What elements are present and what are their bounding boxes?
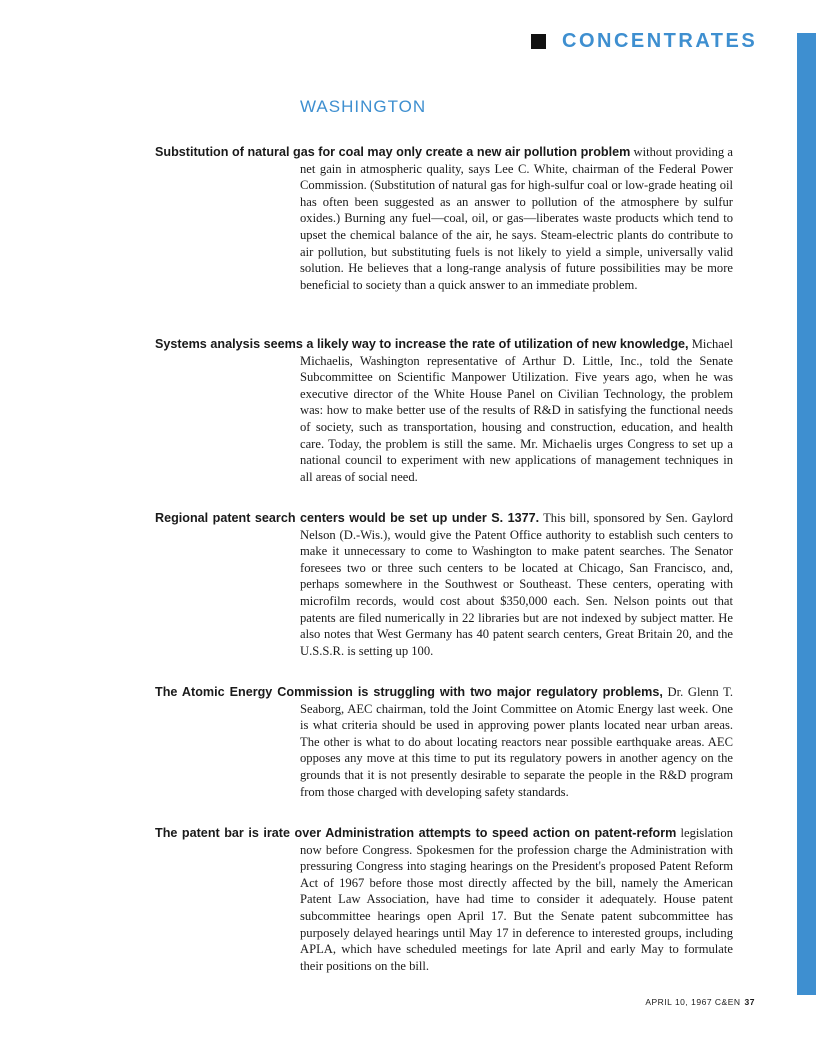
page-number: 37 (744, 997, 755, 1007)
blue-edge-bar (797, 33, 816, 995)
news-item (155, 510, 733, 659)
item-lead: Regional patent search centers would be set up under S. 1377. (155, 511, 540, 525)
page-footer (645, 997, 755, 1007)
item-body: without providing a net gain in atmospheric quality, says Lee C. White, chairman of the Federal Power Commission. (Substitution of natural gas for high-sulfur coal or low-grade heating oil has often been suggested as an answer to pollution of the atmosphere by sulfur oxides.) Burning any fuel—coal, oil, or gas—liberates waste products which tend to upset the chemical balance of the air, he says. Steam-electric plants do contribute to air pollution, but substituting fuels is not likely to yield a simple, universally valid solution. He believes that a long-range analysis of future possibilities may be more beneficial to society than a quick answer to an immediate problem. (300, 145, 734, 292)
header-title: CONCENTRATES (562, 29, 758, 52)
news-item (155, 684, 733, 800)
footer-date: APRIL 10, 1967 C&EN (645, 997, 741, 1007)
square-bullet-icon (531, 34, 546, 49)
item-lead: The Atomic Energy Commission is struggling with two major regulatory problems, (155, 685, 663, 699)
item-body: This bill, sponsored by Sen. Gaylord Nelson (D.-Wis.), would give the Patent Office authority to establish such centers to make it unnecessary to come to Washington to make patent searches. The Senator foresees two or three such centers to be located at Chicago, San Francisco, and, perhaps somewhere in the Southwest or Southeast. These centers, operating with microfilm records, would cost about $350,000 each. Sen. Nelson points out that patents are filed numerically in 22 libraries but are not indexed by subject matter. He also notes that West Germany has 40 patent search centers, Great Britain 20, and the U.S.S.R. is setting up 100. (300, 511, 734, 658)
news-item (155, 144, 733, 293)
news-item (155, 825, 733, 974)
header (531, 30, 757, 52)
item-body: Dr. Glenn T. Seaborg, AEC chairman, told the Joint Committee on Atomic Energy last week. One is what criteria should be used in approving power plants located near urban areas. The other is what to do about locating reactors near possible earthquake areas. AEC opposes any move at this time to put its regulatory powers in another agency on the grounds that it is not presently desirable to separate the people in the R&D program from those charged with developing safety standards. (300, 685, 733, 799)
item-lead: Substitution of natural gas for coal may only create a new air pollution problem (155, 145, 631, 159)
item-lead: The patent bar is irate over Administration attempts to speed action on patent-reform (155, 826, 677, 840)
item-lead: Systems analysis seems a likely way to increase the rate of utilization of new knowledge, (155, 337, 689, 351)
item-body: legislation now before Congress. Spokesmen for the profession charge the Administration with pressuring Congress into staging hearings on the President's proposed Patent Reform Act of 1967 before those most directly affected by the bill, namely the American Patent Law Association, have had time to consider it adequately. House patent subcommittee hearings open April 17. But the Senate patent subcommittee has purposely delayed hearings until May 17 in deference to interested groups, including APLA, which have scheduled meetings for late April and early May to formulate their positions on the bill. (300, 826, 733, 973)
item-body: Michael Michaelis, Washington representative of Arthur D. Little, Inc., told the Senate Subcommittee on Scientific Manpower Utilization. Five years ago, when he was executive director of the White House Panel on Civilian Technology, the problem was: how to make better use of the results of R&D in satisfying the functional needs of society, such as transportation, housing and construction, education, and health care. Today, the problem is still the same. Mr. Michaelis urges Congress to set up a national council to experiment with new applications of management techniques in all areas of social need. (300, 337, 733, 484)
section-title: WASHINGTON (300, 97, 427, 116)
news-item (155, 336, 733, 485)
